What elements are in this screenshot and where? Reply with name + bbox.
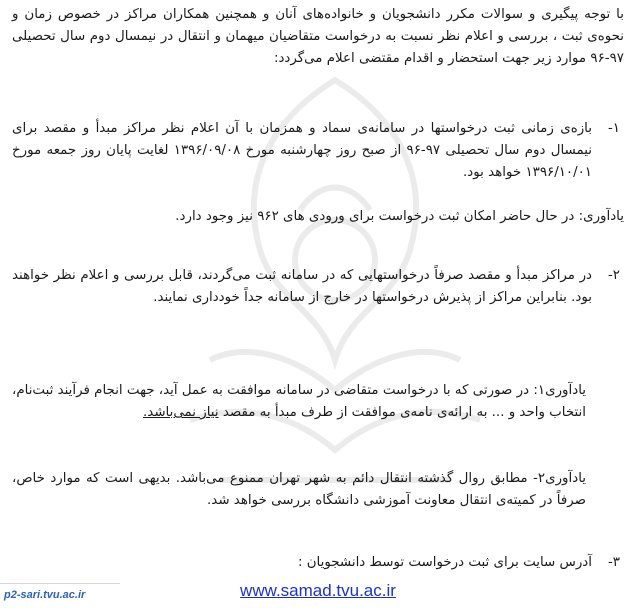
list-item-2 bbox=[12, 265, 624, 309]
source-site-text: p2-sari.tvu.ac.ir bbox=[4, 589, 86, 601]
item-number: ۱- bbox=[607, 121, 620, 136]
note-1-text: یادآوری۱: در صورتی که با درخواست متقاضی در سامانه موافقت به عمل آید، جهت انجام فرآیند ثبت‌نام، انتخاب واحد و ... به ارائه‌ی نامه‌ی موافقت از طرف مبدأ به مقصد bbox=[12, 383, 586, 420]
samad-website-link[interactable]: www.samad.tvu.ac.ir bbox=[240, 581, 396, 600]
item-number: ۳- bbox=[607, 555, 620, 570]
source-site-badge bbox=[0, 583, 120, 608]
item-text: آدرس سایت برای ثبت درخواست توسط دانشجویان : bbox=[297, 555, 592, 570]
note-1-end: نیاز نمی‌باشد. bbox=[143, 405, 219, 420]
document-body bbox=[12, 0, 624, 600]
list-item-1 bbox=[12, 118, 624, 184]
note-2: یادآوری۲- مطابق روال گذشته انتقال دائم به شهر تهران ممنوع می‌باشد. بدیهی است که موارد خاص، صرفاً در کمیته‌ی انتقال معاونت آموزشی دانشگاه بررسی خواهد شد. bbox=[12, 471, 586, 508]
item-text: در مراکز مبدأ و مقصد صرفاً درخواستهایی که در سامانه ثبت می‌گردند، قابل بررسی و اعلام نظر خواهند بود. بنابراین مراکز از پذیرش درخواستها در خارج از سامانه جداً خودداری نمایند. bbox=[12, 268, 592, 305]
note-1 bbox=[12, 380, 586, 424]
intro-paragraph: با توجه پیگیری و سوالات مکرر دانشجویان و خانواده‌های آنان و همچنین همکاران مراکز در خصوص زمان و نحوه‌ی ثبت ، بررسی و اعلام نظر نسبت به درخواست متقاضیان میهمان و انتقال در نیمسال دوم سال تحصیلی ۹۷-۹۶ موارد زیر جهت استحضار و اقدام مقتضی اعلام می‌گردد: bbox=[12, 7, 624, 66]
item-text: بازه‌ی زمانی ثبت درخواستها در سامانه‌ی سماد و همزمان با آن اعلام نظر مراکز مبدأ و مقصد برای نیمسال دوم سال تحصیلی ۹۷-۹۶ از صبح روز چهارشنبه مورخ ۱۳۹۶/۰۹/۰۸ لغایت پایان روز جمعه مورخ ۱۳۹۶/۱۰/۰۱ خواهد بود. bbox=[12, 121, 592, 180]
item-number: ۲- bbox=[607, 268, 620, 283]
reminder-note: یادآوری: در حال حاضر امکان ثبت درخواست برای ورودی های ۹۶۲ نیز وجود دارد. bbox=[175, 209, 624, 224]
list-item-3 bbox=[12, 552, 624, 574]
